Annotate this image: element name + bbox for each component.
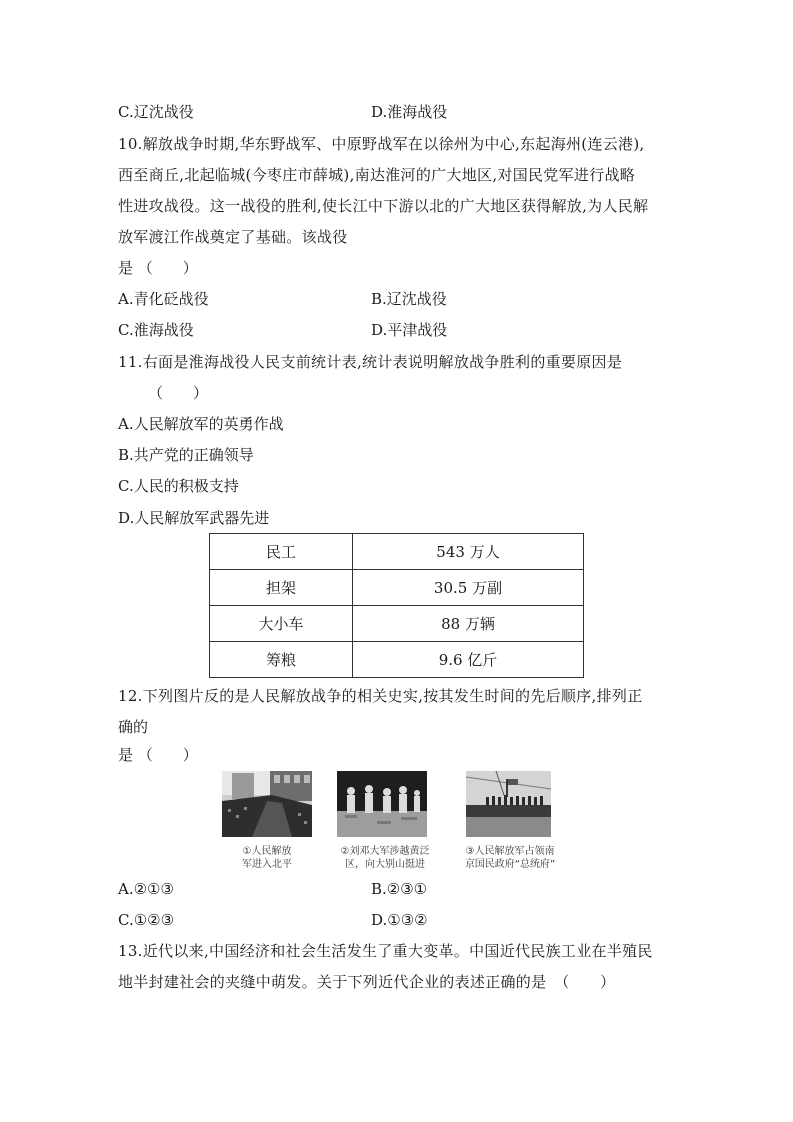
photo-crossing-yellow-river-area — [337, 771, 427, 837]
q10-stem-line-4: 放军渡江作战奠定了基础。该战役 — [118, 228, 348, 246]
table-cell-item: 大小车 — [210, 606, 353, 642]
table-cell-item: 民工 — [210, 534, 353, 570]
caption-line: 军进入北平 — [242, 859, 292, 870]
table-row — [210, 534, 584, 570]
caption-line: 京国民政府“总统府” — [464, 859, 556, 870]
caption-line: 区，向大别山挺进 — [345, 859, 425, 870]
q11-stem-line-1: 11.右面是淮海战役人民支前统计表,统计表说明解放战争胜利的重要原因是 — [118, 353, 623, 371]
q12-stem-line-1: 12.下列图片反的是人民解放战争的相关史实,按其发生时间的先后顺序,排列正 — [118, 687, 643, 705]
q12-option-d: D.①③② — [371, 911, 428, 929]
photo-capture-presidential-palace — [466, 771, 556, 837]
table-row — [210, 642, 584, 678]
table-cell-item: 担架 — [210, 570, 353, 606]
q11-option-a: A.人民解放军的英勇作战 — [118, 415, 284, 433]
q11-option-c: C.人民的积极支持 — [118, 477, 239, 495]
caption-line: ②刘邓大军涉越黄泛 — [340, 846, 430, 857]
q10-stem-line-3: 性进攻战役。这一战役的胜利,使长江中下游以北的广大地区获得解放,为人民解 — [118, 197, 649, 215]
q10-option-d: D.平津战役 — [371, 321, 448, 339]
q12-option-a: A.②①③ — [118, 880, 174, 898]
table-cell-value: 543 万人 — [353, 534, 584, 570]
table-cell-value: 30.5 万副 — [353, 570, 584, 606]
q10-option-b: B.辽沈战役 — [371, 290, 447, 308]
q13-stem-line-1: 13.近代以来,中国经济和社会生活发生了重大变革。中国近代民族工业在半殖民 — [118, 942, 653, 960]
q12-option-c: C.①②③ — [118, 911, 175, 929]
q9-option-d: D.淮海战役 — [371, 103, 448, 121]
q10-stem-line-2: 西至商丘,北起临城(今枣庄市薛城),南达淮河的广大地区,对国民党军进行战略 — [118, 166, 636, 184]
q12-option-b: B.②③① — [371, 880, 428, 898]
table-cell-value: 88 万辆 — [353, 606, 584, 642]
q10-option-c: C.淮海战役 — [118, 321, 194, 339]
q10-stem-line-1: 10.解放战争时期,华东野战军、中原野战军在以徐州为中心,东起海州(连云港), — [118, 135, 645, 153]
q11-answer-blank: （ ） — [148, 384, 209, 402]
q10-option-a: A.青化砭战役 — [118, 290, 209, 308]
support-statistics-table — [209, 533, 584, 678]
table-row — [210, 606, 584, 642]
photo-caption-3 — [450, 845, 570, 871]
photo-caption-2 — [325, 845, 445, 871]
caption-line: ③人民解放军占领南 — [465, 846, 555, 857]
q10-answer-blank: 是 （ ） — [118, 259, 198, 277]
table-row — [210, 570, 584, 606]
q9-option-c: C.辽沈战役 — [118, 103, 194, 121]
q11-option-d: D.人民解放军武器先进 — [118, 509, 270, 527]
photo-army-enters-beiping — [222, 771, 312, 837]
caption-line: ①人民解放 — [242, 846, 292, 857]
photo-caption-1 — [207, 845, 327, 871]
q12-answer-blank: 是 （ ） — [118, 746, 198, 764]
q13-stem-line-2: 地半封建社会的夹缝中萌发。关于下列近代企业的表述正确的是 （ ） — [118, 973, 616, 991]
q12-stem-line-2: 确的 — [118, 718, 149, 736]
table-cell-value: 9.6 亿斤 — [353, 642, 584, 678]
q11-option-b: B.共产党的正确领导 — [118, 446, 254, 464]
table-cell-item: 筹粮 — [210, 642, 353, 678]
